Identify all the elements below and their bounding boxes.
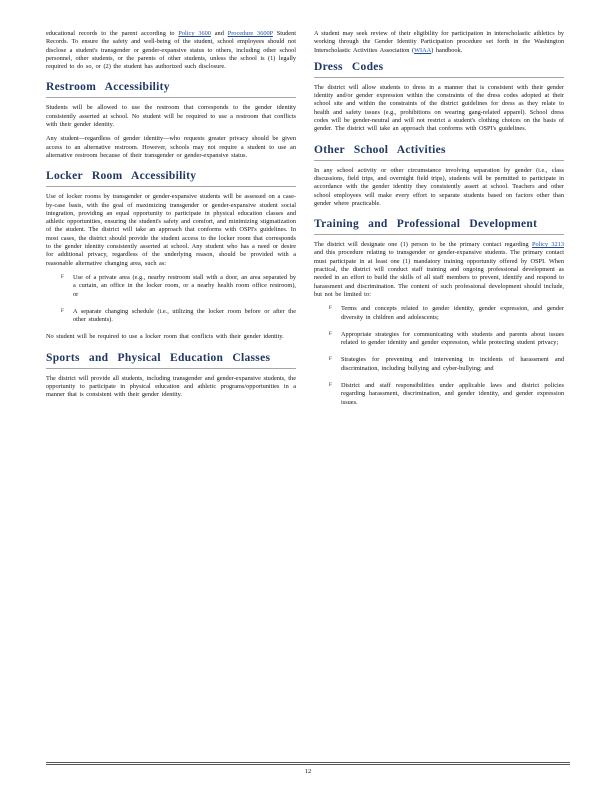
footer-divider-secondary <box>46 764 570 765</box>
policy-3600-link[interactable]: Policy 3600 <box>178 30 211 37</box>
bullet-text: Strategies for preventing and intervening in incidents of harassment and discrimination, including bullying and cyber-bullying; and <box>341 356 564 372</box>
other-activities-heading: Other School Activities <box>314 144 564 161</box>
intro-text-2: and <box>210 30 228 37</box>
sports-heading: Sports and Physical Education Classes <box>46 352 296 369</box>
page-number: 12 <box>304 768 312 775</box>
footer-divider <box>46 762 570 763</box>
list-item <box>314 356 564 373</box>
training-bullet-list <box>314 305 564 407</box>
bullet-icon: F <box>61 308 64 314</box>
list-item <box>314 382 564 407</box>
sports-text-1: A student may seek review of their eligibility for participation in interscholastic athletics by working through the Gender Identity Participation procedure set forth in the Washington Interscholastic Activities Association ( <box>314 30 564 54</box>
bullet-text: Terms and concepts related to gender identity, gender expression, and gender diversity in children and adolescents; <box>341 305 564 321</box>
bullet-icon: F <box>61 274 64 280</box>
intro-text-1: educational records to the parent according to <box>46 30 179 37</box>
training-paragraph <box>314 241 564 299</box>
locker-paragraph-2: No student will be required to use a locker room that conflicts with their gender identity. <box>46 333 284 341</box>
restroom-paragraph-2: Any student—regardless of gender identity—who requests greater privacy should be given access to an alternative restroom. However, schools may not require a student to use an alternative restroom because of their transgender or gender-expansive status. <box>46 135 296 159</box>
sports-paragraph-1: The district will provide all students, including transgender and gender-expansive students, the opportunity to participate in physical education and athletic programs/opportunities in a manner that is consistent with their gender identity. <box>46 374 296 399</box>
dress-paragraph: The district will allow students to dress in a manner that is consistent with their gender identity and/or gender expression within the constraints of the dress codes adopted at their school site and within the constraints of the district guidelines for dress as they relate to health and safety issues (e.g., prohibitions on wearing gang-related apparel). School dress codes will be gender-neutral and will not restrict a student's clothing choices on the basis of gender. The district will take an approach that conforms with OSPI's guidelines. <box>314 83 564 133</box>
training-text-1: The district will designate one (1) person to be the primary contact regarding <box>314 241 532 249</box>
other-activities-paragraph: In any school activity or other circumstance involving separation by gender (i.e., class discussions, field trips, and overnight field trips), students will be permitted to participate in accordance with the gender identity they consistently assert at school. Teachers and other school employees will make every effort to separate students based on factors other than gender where practicable. <box>314 166 564 207</box>
sports-paragraph-2 <box>314 30 564 55</box>
wiaa-link[interactable]: WIAA <box>414 46 432 54</box>
policy-3213-link[interactable]: Policy 3213 <box>531 241 564 249</box>
list-item <box>314 331 564 348</box>
procedure-3600p-link[interactable]: Procedure 3600P <box>227 30 273 37</box>
left-column <box>46 30 296 406</box>
bullet-text: Use of a private area (e.g., nearby restroom stall with a door, an area separated by a curtain, an office in the locker room, or a nearby health room office restroom), or <box>73 273 296 298</box>
restroom-heading: Restroom Accessibility <box>46 81 296 98</box>
right-column <box>314 30 564 416</box>
bullet-icon: F <box>329 331 332 337</box>
bullet-icon: F <box>329 306 332 312</box>
sports-text-2: ) handbook. <box>431 46 463 54</box>
training-text-2: and this procedure relating to transgender or gender-expansive students. The primary contact must participate in at least one (1) mandatory training opportunity offered by OSPI. When practical, the district will conduct staff training and ongoing professional development as needed in an effort to build the skills of all staff members to prevent, identify and respond to harassment and discrimination. The content of such professional development should include, but not be limited to: <box>314 249 564 298</box>
bullet-text: A separate changing schedule (i.e., utilizing the locker room before or after the other students). <box>73 307 296 324</box>
training-heading: Training and Professional Development <box>314 218 564 235</box>
dress-heading: Dress Codes <box>314 61 564 78</box>
list-item <box>46 274 296 299</box>
intro-text-3: Student Records. To ensure the safety and well-being of the student, school employees should not disclose a student's transgender or gender-expansive status to others, including other school personnel, other students, or the parents of other students, unless the school is (1) legally required to do so, or (2) the student has authorized such disclosure. <box>46 30 296 71</box>
list-item <box>46 308 296 325</box>
bullet-text: Appropriate strategies for communicating with students and parents about issues related to gender identity and gender expression, while protecting student privacy; <box>341 330 564 347</box>
restroom-paragraph-1: Students will be allowed to use the restroom that corresponds to the gender identity consistently asserted at school. No student will be required to use a restroom that conflicts with their gender identity. <box>46 104 296 129</box>
locker-heading: Locker Room Accessibility <box>46 170 296 187</box>
locker-bullet-list <box>46 274 296 324</box>
bullet-text: District and staff responsibilities under applicable laws and district policies regarding harassment, discrimination, and gender identity, and gender expression issues. <box>341 382 564 406</box>
locker-paragraph-1: Use of locker rooms by transgender or gender-expansive students will be assessed on a case-by-case basis, with the goal of maximizing transgender or gender-expansive student social integration, providing an equal opportunity to participate in physical education classes and athletic opportunities, ensuring the student's safety and comfort, and minimizing stigmatization of the student. The district will take an approach that conforms with OSPI's guidelines. In most cases, the district should provide the student access to the locker room that corresponds to the gender identity consistently asserted at school. Any student who has a need or desire for additional privacy, regardless of the underlying reason, should be provided with a reasonable alternative changing area, such as: <box>46 193 296 267</box>
bullet-icon: F <box>329 357 332 363</box>
bullet-icon: F <box>329 383 332 389</box>
intro-paragraph <box>46 30 296 71</box>
list-item <box>314 305 564 322</box>
